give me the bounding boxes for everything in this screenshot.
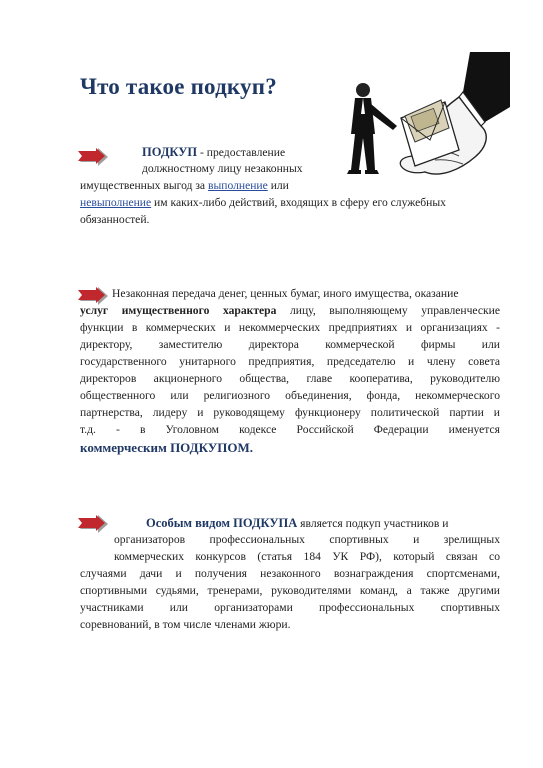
term-podkup: ПОДКУП [142,145,198,159]
page-title: Что такое подкуп? [80,74,277,99]
link-vypolnenie[interactable]: выполнение [207,179,268,192]
bribe-hand-figure-illustration [335,52,510,192]
term-special-bribery: Особым видом ПОДКУПА [146,516,298,530]
term-commercial-bribery: коммерческим ПОДКУПОМ. [80,440,254,455]
link-nevypolnenie[interactable]: невыполнение [80,196,152,209]
bullet-arrow-icon [78,515,108,533]
bullet-arrow-icon [78,148,108,166]
